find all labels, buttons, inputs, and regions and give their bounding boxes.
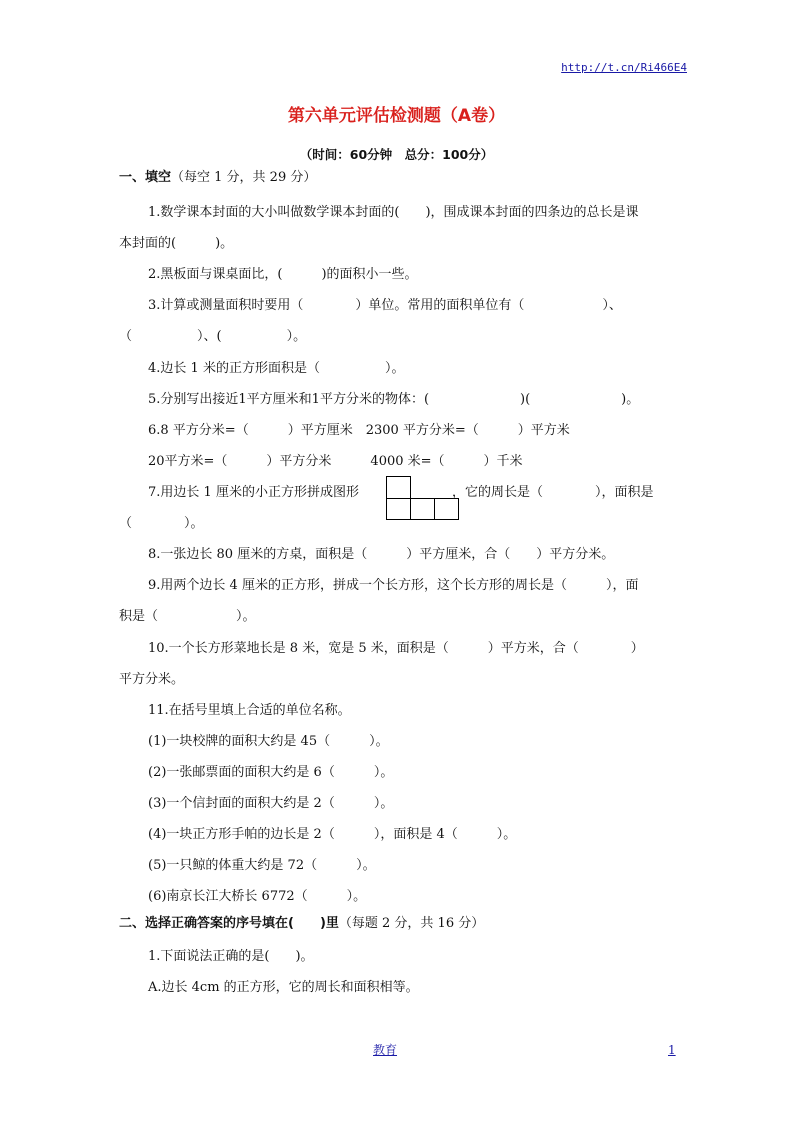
footer-link[interactable]: 教育 [373, 1043, 398, 1057]
q11: 11.在括号里填上合适的单位名称。 [148, 703, 351, 718]
q10-line1: 10.一个长方形菜地长是 8 米，宽是 5 米，面积是（ ）平方米，合（ ） [148, 641, 644, 656]
section-2-heading [119, 916, 484, 932]
q9-line1: 9.用两个边长 4 厘米的正方形，拼成一个长方形，这个长方形的周长是（ ），面 [148, 578, 639, 593]
q3-line2: （ ）、( ）。 [119, 329, 307, 344]
q2: 2.黑板面与课桌面比，( )的面积小一些。 [148, 267, 418, 282]
q7-text-b: ，它的周长是（ ），面积是 [452, 485, 654, 500]
q1-line2: 本封面的( )。 [119, 236, 234, 251]
section-2-title: 二、选择正确答案的序号填在( )里 [119, 916, 339, 931]
page-subtitle: （时间：60分钟 总分：100分） [299, 147, 494, 162]
q11-5: (5)一只鲸的体重大约是 72（ ）。 [148, 858, 376, 873]
header-url-link[interactable]: http://t.cn/Ri466E4 [561, 61, 687, 74]
q11-2: (2)一张邮票面的面积大约是 6（ ）。 [148, 765, 394, 780]
s2-q1: 1.下面说法正确的是( )。 [148, 949, 314, 964]
q7-text-a: 7.用边长 1 厘米的小正方形拼成图形 [148, 485, 359, 500]
q6-line1: 6.8 平方分米=（ ）平方厘米 2300 平方分米=（ ）平方米 [148, 423, 570, 438]
page-number: 1 [668, 1043, 676, 1057]
figure-cell-bottom-3 [434, 498, 459, 520]
q7-line2: （ ）。 [119, 516, 204, 531]
figure-cell-bottom-2 [410, 498, 435, 520]
figure-cell-bottom-1 [386, 498, 411, 520]
q11-6: (6)南京长江大桥长 6772（ ）。 [148, 889, 367, 904]
section-1-note: （每空 1 分，共 29 分） [171, 170, 317, 185]
q9-line2: 积是（ ）。 [119, 609, 256, 624]
q6-line2: 20平方米=（ ）平方分米 4000 米=（ ）千米 [148, 454, 523, 469]
figure-cell-top [386, 476, 411, 499]
q7-square-figure [386, 476, 460, 520]
q11-1: (1)一块校牌的面积大约是 45（ ）。 [148, 734, 389, 749]
page-title: 第六单元评估检测题（A卷） [287, 106, 506, 126]
q8: 8.一张边长 80 厘米的方桌，面积是（ ）平方厘米，合（ ）平方分米。 [148, 547, 615, 562]
q3-line1: 3.计算或测量面积时要用（ ）单位。常用的面积单位有（ ）、 [148, 298, 622, 313]
q4: 4.边长 1 米的正方形面积是（ ）。 [148, 361, 405, 376]
q5: 5.分别写出接近1平方厘米和1平方分米的物体：( )( )。 [148, 392, 640, 407]
section-1-heading [119, 170, 316, 186]
q11-3: (3)一个信封面的面积大约是 2（ ）。 [148, 796, 394, 811]
section-1-title: 一、填空 [119, 170, 172, 185]
q1-line1: 1.数学课本封面的大小叫做数学课本封面的( )，围成课本封面的四条边的总长是课 [148, 205, 639, 220]
q10-line2: 平方分米。 [119, 672, 185, 687]
s2-q1-option-a: A.边长 4cm 的正方形，它的周长和面积相等。 [148, 980, 419, 995]
q11-4: (4)一块正方形手帕的边长是 2（ ），面积是 4（ ）。 [148, 827, 517, 842]
section-2-note: （每题 2 分，共 16 分） [338, 916, 485, 931]
